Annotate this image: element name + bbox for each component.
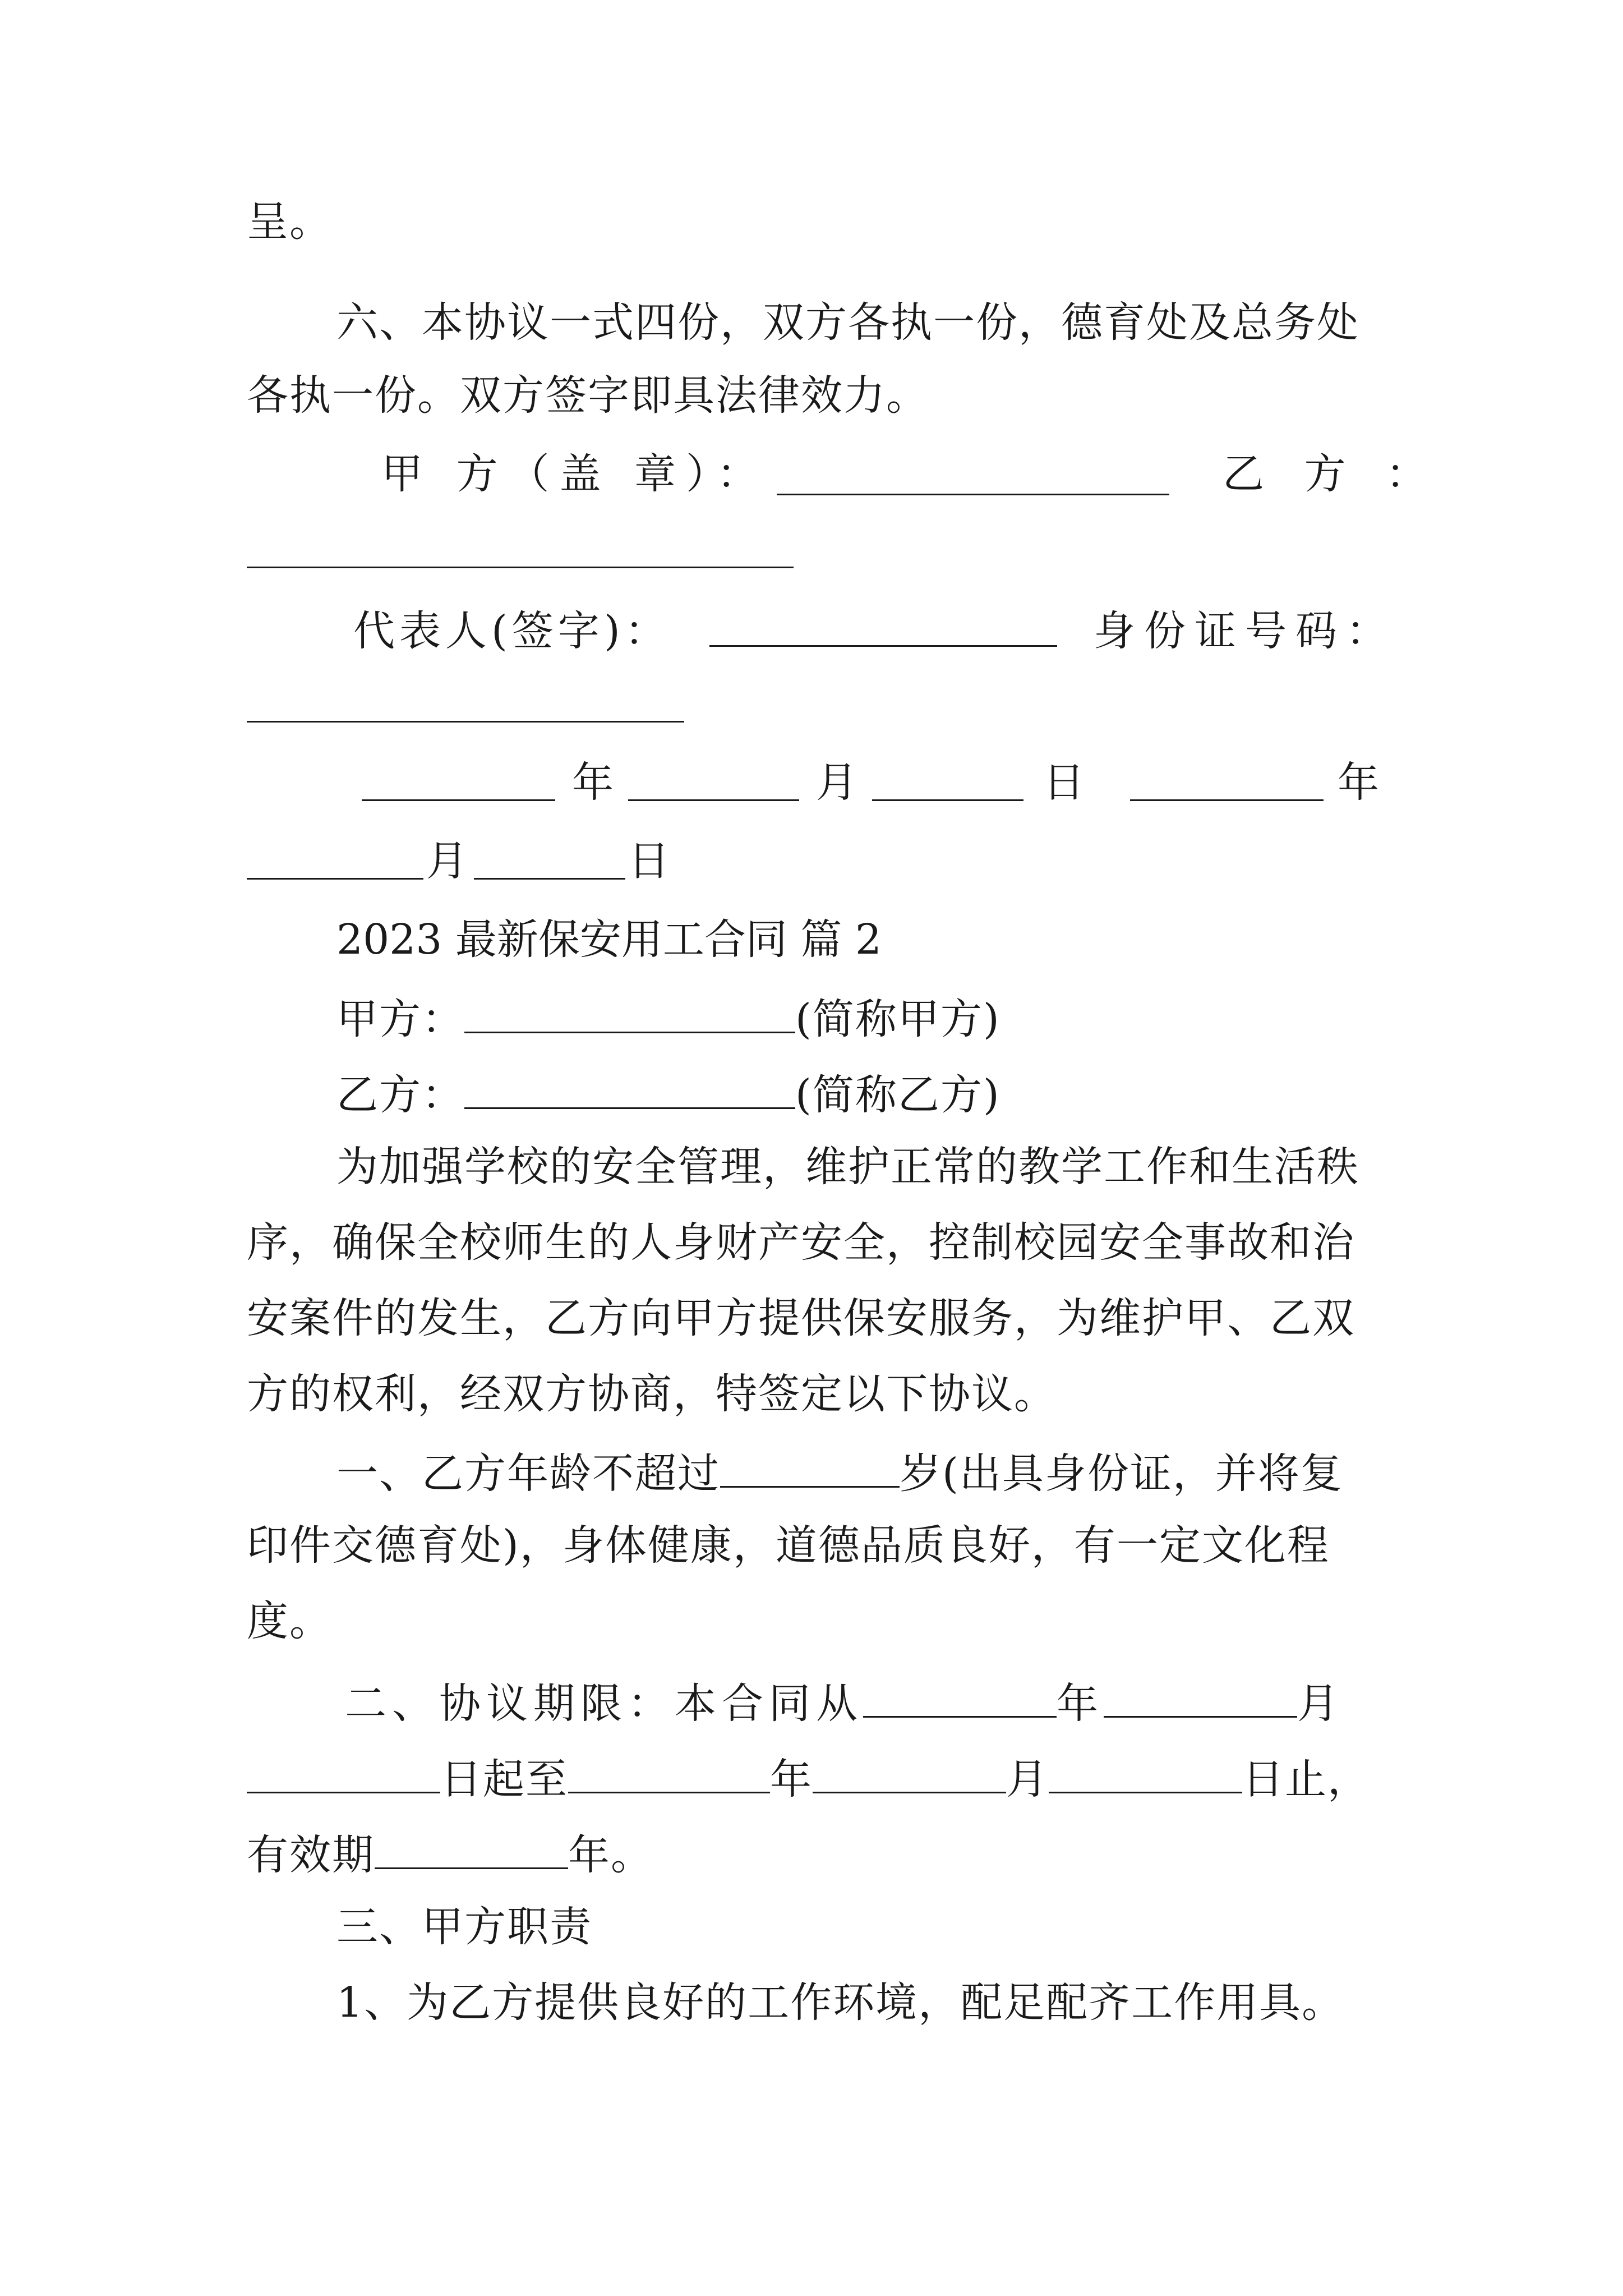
clause-two-a: 二、协议期限：本合同从 [345,1680,863,1728]
date-a-year-blank [362,799,555,801]
age-limit-blank [720,1439,900,1488]
date-a-month: 月 [816,758,857,807]
representative-sign-label: 代表人(签字)： [353,607,671,655]
clause-one-line1 [336,1439,1343,1501]
paragraph-tail: 呈。 [247,197,332,246]
intro-line-3: 安案件的发生，乙方向甲方提供保安服务，为维护甲、乙双 [247,1294,1355,1342]
party-a-line [336,984,1000,1046]
validity-blank [375,1820,568,1869]
clause-one-line2: 印件交德育处)，身体健康，道德品质良好，有一定文化程 [247,1521,1330,1570]
date-b-year-blank [1130,799,1324,801]
party-a-abbr: (简称甲方) [795,995,1000,1043]
date-b-year: 年 [1338,758,1379,807]
party-a-seal-label: 甲 方（盖 章）： [381,450,769,498]
clause-two-until: 日止， [1242,1755,1370,1803]
clause-two-line3 [247,1820,653,1882]
intro-line-4: 方的权利，经双方协商，特签定以下协议。 [247,1370,1057,1418]
clause-six-line1: 六、本协议一式四份，双方各执一份，德育处及总务处 [336,298,1359,347]
date-a-day: 日 [1043,758,1085,807]
clause-two-line1 [345,1669,1344,1731]
party-b-label: 乙 方 ： [1223,450,1441,498]
party-b-name-blank [464,1060,795,1109]
clause-two-month: 月 [1297,1680,1344,1728]
date-a-year: 年 [572,758,614,807]
party-b-blank [247,567,794,568]
date-b-month-blank [247,878,423,880]
party-b-label2: 乙方： [336,1071,464,1119]
clause-six-line2: 各执一份。双方签字即具法律效力。 [247,371,929,420]
start-month-blank [1104,1669,1297,1718]
clause-three-title: 三、甲方职责 [336,1903,592,1951]
clause-two-year2: 年 [770,1755,813,1803]
clause-two-line2 [247,1745,1370,1806]
clause-one-line3: 度。 [247,1597,332,1645]
representative-sign-blank [709,645,1057,647]
section-heading: 2023 最新保安用工合同 篇 2 [336,915,882,964]
id-number-blank [247,721,684,723]
clause-two-from: 日起至 [440,1755,568,1803]
start-day-blank [247,1745,440,1793]
date-b-day: 日 [628,837,670,885]
end-year-blank [568,1745,770,1793]
end-month-blank [813,1745,1006,1793]
party-a-blank [464,984,795,1033]
clause-three-item1: 1、为乙方提供良好的工作环境，配足配齐工作用具。 [336,1978,1345,2027]
party-b-abbr: (简称乙方) [795,1071,1000,1119]
party-b-line [336,1060,1000,1122]
date-b-day-blank [474,878,625,880]
end-day-blank [1049,1745,1242,1793]
clause-two-year: 年 [1057,1680,1104,1728]
clause-two-month2: 月 [1006,1755,1049,1803]
party-a-label: 甲方： [336,995,464,1043]
clause-two-years: 年。 [568,1831,653,1879]
id-number-label: 身份证号码： [1094,607,1396,655]
clause-two-valid: 有效期 [247,1831,375,1879]
start-year-blank [863,1669,1057,1718]
clause-one-a: 一、乙方年龄不超过 [336,1450,720,1498]
date-a-day-blank [872,799,1023,801]
clause-one-b: 岁(出具身份证，并将复 [900,1450,1343,1498]
intro-line-2: 序，确保全校师生的人身财产安全，控制校园安全事故和治 [247,1218,1355,1267]
intro-line-1: 为加强学校的安全管理，维护正常的教学工作和生活秩 [336,1143,1359,1191]
date-a-month-blank [628,799,799,801]
date-b-month: 月 [426,837,468,885]
party-a-seal-blank [777,494,1169,495]
